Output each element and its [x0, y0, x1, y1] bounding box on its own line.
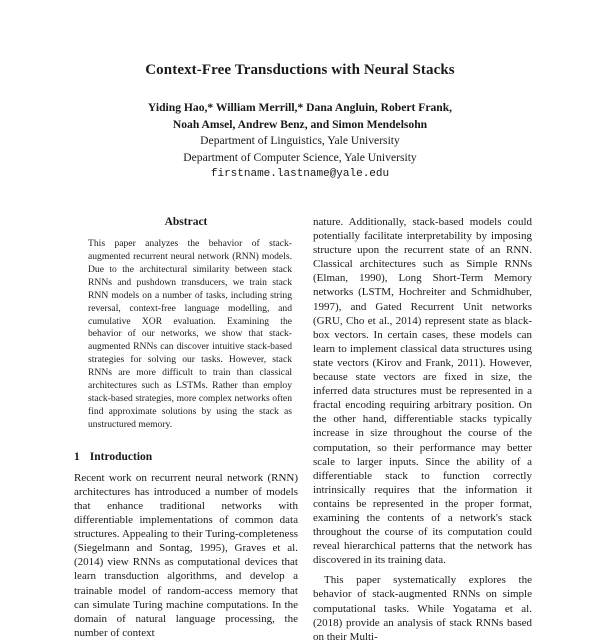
author-email: firstname.lastname@yale.edu — [210, 168, 390, 180]
paper-title: Context-Free Transductions with Neural Stacks — [145, 62, 455, 78]
abstract-text: This paper analyzes the behavior of stack-augmented recurrent neural network (RNN) models. Due to the architectural similarity between stack RNNs and pushdown transducers, we train stack RNN models on a number of tasks, including string reversal, context-free language modelling, and cumulative XOR evaluation. Examining the behavior of our networks, we show that stack-augmented RNNs can discover intuitive stack-based strategies for solving our tasks. However, stack RNNs are more difficult to train than classical architectures such as LSTMs. Rather than employ stack-based strategies, more complex networks often find approximate solutions by using the stack as unstructured memory. — [88, 238, 292, 430]
section-title: Introduction — [89, 450, 153, 463]
section-number: 1 — [74, 450, 80, 463]
authors-line-2: Noah Amsel, Andrew Benz, and Simon Mendelsohn — [172, 117, 428, 131]
authors-line-1: Yiding Hao,* William Merrill,* Dana Angluin, Robert Frank, — [147, 101, 453, 114]
section-heading-introduction — [74, 450, 298, 464]
abstract-heading: Abstract — [164, 216, 208, 228]
author-block — [0, 100, 600, 183]
affiliation-linguistics: Department of Linguistics, Yale University — [200, 134, 400, 147]
left-column — [74, 215, 298, 640]
right-column — [313, 215, 532, 644]
introduction-paragraph-1: Recent work on recurrent neural network (RNN) architectures has introduced a number of models that enhance traditional networks with differentiable implementations of common data structures. Appealing to their Turing-completeness (Siegelmann and Sontag, 1995), Graves et al. (2014) view RNNs as computational devices that learn transduction algorithms, and develop a trainable model of random-access memory that can simulate Turing machine computations. In the domain of natural language processing, the number of context — [74, 471, 298, 639]
introduction-paragraph-continued: nature. Additionally, stack-based models could potentially facilitate interpretability by imposing structure upon the recurrent state of an RNN. Classical architectures such as Simple RNNs (Elman, 1990), Long Short-Term Memory networks (LSTM, Hochreiter and Schmidhuber, 1997), and Gated Recurrent Unit networks (GRU, Cho et al., 2014) represent state as black-box vectors. In certain cases, these models can learn to implement classical data structures using state vectors (Kirov and Frank, 2011). However, because state vectors are fixed in size, the inferred data structures must be represented in a fractal encoding requiring arbitrary position. On the other hand, differentiable stacks typically increase in size throughout the course of the computation, so their performance may better scale to larger inputs. Since the ability of a differentiable stack to function correctly intrinsically requires that the information it contains be represented in the proper format, examining the contents of a network's stack throughout the course of its computation could reveal hierarchical patterns that the network has discovered in its training data. — [313, 216, 532, 567]
affiliation-computer-science: Department of Computer Science, Yale University — [183, 150, 417, 164]
introduction-paragraph-2: This paper systematically explores the behavior of stack-augmented RNNs on simple computational tasks. While Yogatama et al. (2018) provide an analysis of stack RNNs based on their Multi- — [313, 574, 532, 643]
